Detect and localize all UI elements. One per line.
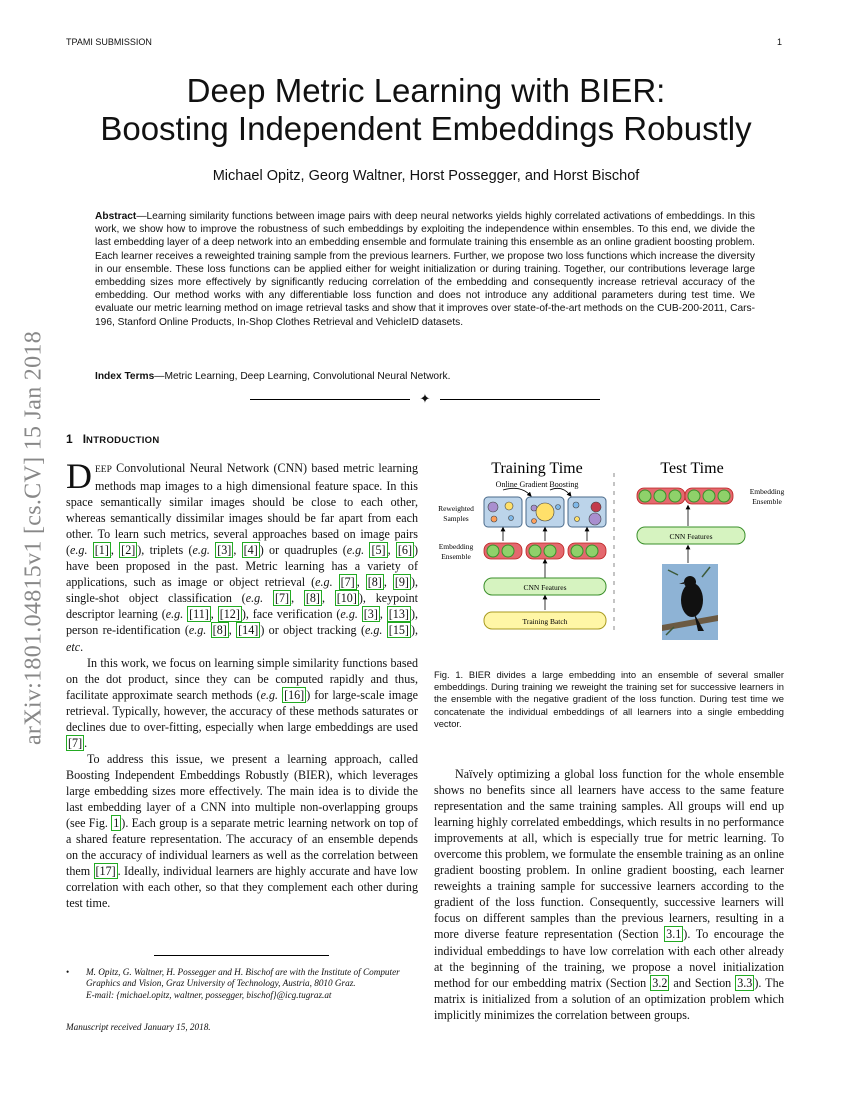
text-run: and Section (669, 975, 736, 990)
text-run: , (379, 607, 387, 622)
abstract-text: —Learning similarity functions between image pairs with deep neural networks yields highly correlated activations of embeddings. In this work, we show how to improve the robustness of such embeddings by exploiting the independence within ensembles. To this end, we divide the last embedding layer of a deep network into an embedding ensemble and formulate training this ensemble as an online gradient boosting problem. Each learner receives a reweighted training sample from the previous learners. Further, we propose two loss functions which increase the diversity in our ensemble. These loss functions can be applied either for weight initialization or during training. Together, our contributions leverage large embedding sizes more effectively by significantly reducing correlation of the embedding and consequently increase retrieval accuracy of the embedding. Our method works with any differentiable loss function and does not introduce any additional parameters during test time. We evaluate our metric learning method on image retrieval tasks and show that it improves over state-of-the-art methods on the CUB-200-2011, Cars-196, Stanford Online Products, In-Shop Clothes Retrieval and VehicleID datasets. (95, 211, 755, 328)
citation-link[interactable]: [9] (394, 575, 409, 590)
text-run: ) or quadruples ( (259, 543, 347, 558)
text-run: ), single-shot object classification ( (66, 575, 419, 606)
italic-abbrev: e.g. (70, 543, 88, 558)
drop-cap: D (66, 456, 92, 496)
text-run: ), face verification ( (241, 607, 341, 622)
citation-link[interactable]: [4] (243, 543, 258, 558)
citation-link[interactable]: 1 (113, 816, 120, 831)
italic-abbrev: e.g. (340, 607, 358, 622)
citation-link[interactable]: [3] (363, 607, 378, 622)
manuscript-date: Manuscript received January 15, 2018. (66, 1022, 211, 1032)
footnote-affiliation: M. Opitz, G. Waltner, H. Possegger and H. Bischof are with the Institute of Computer Graphics and Vision, Graz University of Technology, Austria, 8010 Graz. (86, 967, 400, 989)
citation-link[interactable]: [11] (189, 607, 209, 622)
fig-test-title: Test Time (660, 460, 724, 477)
fig-ogb-arrow-1 (503, 488, 530, 495)
text-run (333, 575, 339, 589)
intro-paragraph-2 (66, 655, 418, 751)
italic-abbrev: e.g. (260, 687, 279, 702)
section-number: 1 (66, 432, 73, 446)
citation-link[interactable]: [3] (217, 543, 232, 558)
citation-link[interactable]: [8] (367, 575, 382, 590)
section-separator (250, 392, 600, 406)
section-heading-introduction (66, 432, 160, 446)
fig-train-embedding-ensemble (484, 543, 606, 559)
fig-training-title: Training Time (491, 460, 583, 477)
italic-abbrev: etc (66, 639, 81, 654)
text-run: , (233, 543, 242, 558)
separator-symbol: ✦ (419, 391, 431, 406)
authors: Michael Opitz, Georg Waltner, Horst Possegger, and Horst Bischof (212, 168, 640, 184)
text-run: . Ideally, individual learners are highly accurate and have low correlation with each other, so that they complement each other during test time. (66, 864, 418, 911)
fig-test-embedding-ensemble (637, 488, 733, 504)
text-run: , (291, 591, 304, 606)
title-line-1: Deep Metric Learning with BIER: (186, 72, 666, 109)
citation-link[interactable]: [13] (388, 607, 409, 622)
footnote-email: E-mail: {michael.opitz, waltner, possegger, bischof}@icg.tugraz.at (86, 989, 332, 1000)
fig-bird-photo (662, 564, 718, 640)
index-terms (95, 371, 755, 382)
text-run: Convolutional Neural Network (CNN) based metric learning methods map images to a high dimensional feature space. In this space semantically similar images should be close to each other, whereas semantically dissimilar images should be far apart from each other. To learn such metrics, several approaches based on image pairs ( (66, 461, 418, 558)
italic-abbrev: e.g. (245, 591, 264, 606)
right-column (434, 766, 784, 1023)
footnote-bullet: • (66, 967, 70, 977)
separator-line-right (440, 399, 600, 400)
separator-line-left (250, 399, 410, 400)
fig-test-cnn-features-label: CNN Features (669, 532, 713, 541)
citation-link[interactable]: [7] (68, 735, 83, 750)
fig-reweighted-label-1: Reweighted (438, 504, 474, 513)
intro-paragraph-1-text (66, 456, 419, 654)
citation-link[interactable]: [7] (340, 575, 355, 590)
text-run: To address this issue, we present a learning approach, called Boosting Independent Embeddings Robustly (BIER), which leverages large embedding sizes more effectively. The main idea is to divide the last embedding layer of a CNN into multiple non-overlapping groups (see Fig. (66, 751, 418, 831)
fig-ogb-arrow-2 (550, 488, 570, 495)
citation-link[interactable]: 3.1 (666, 927, 682, 942)
text-run: , (110, 543, 120, 558)
text-run: In this work, we focus on learning simple similarity functions based on the dot product, since they can be computed rapidly and thus, facilitate approximate search methods ( (66, 655, 418, 702)
text-run: ). Each group is a separate metric learning network on top of a shared feature representation. The accuracy of an ensemble depends on the accuracy of individual learners as well as the correlation between them (66, 816, 418, 879)
intro-paragraph-3 (66, 751, 418, 911)
italic-abbrev: e.g. (192, 543, 210, 558)
italic-abbrev: e.g. (165, 607, 184, 622)
citation-link[interactable]: [14] (238, 623, 259, 638)
citation-link[interactable]: [6] (397, 543, 412, 558)
footnote-rule (154, 955, 329, 956)
text-run: ) have been proposed in the past. Metric learning has a variety of applications, such as image or object retrieval ( (66, 543, 419, 590)
text-run: ), triplets ( (137, 543, 193, 558)
citation-link[interactable]: [12] (219, 607, 240, 622)
citation-link[interactable]: [8] (212, 623, 227, 638)
index-terms-text: —Metric Learning, Deep Learning, Convolutional Neural Network. (154, 371, 451, 382)
text-run: ), (410, 623, 419, 638)
citation-link[interactable]: [17] (95, 864, 116, 879)
journal-header: TPAMI SUBMISSION (66, 37, 152, 47)
citation-link[interactable]: [7] (274, 591, 290, 606)
text-run: ), person re-identification ( (66, 607, 418, 638)
drop-cap-rest: EEP (95, 465, 112, 475)
italic-abbrev: e.g. (346, 543, 365, 558)
abstract-label: Abstract (95, 211, 137, 222)
intro-paragraph-1 (66, 456, 419, 655)
figure-1-caption: Fig. 1. BIER divides a large embedding into an ensemble of several smaller embeddings. During training we reweight the training set for successive learners in the ensemble with the negative gradient of the loss function. During test time we concatenate the individual embeddings of all learners into a single embedding vector. (434, 669, 784, 729)
fig-embedding-label-1: Embedding (438, 542, 474, 551)
citation-link[interactable]: 3.2 (652, 975, 668, 990)
citation-link[interactable]: [10] (336, 591, 357, 606)
paper-title (60, 72, 792, 148)
text-run: , (228, 623, 237, 638)
page-number: 1 (777, 37, 783, 47)
text-run: , (356, 575, 366, 590)
text-run: , (383, 575, 393, 590)
fig-embedding-label-2: Ensemble (441, 552, 471, 561)
text-run: , (210, 607, 218, 622)
text-run: . (80, 639, 84, 654)
italic-abbrev: e.g. (188, 623, 207, 638)
fig-ogb-label: Online Gradient Boosting (495, 480, 579, 489)
fig-cnn-features-label: CNN Features (523, 583, 567, 592)
text-run: ). To encourage the individual embeddings to have low correlation with each other already at the beginning of the training, we propose a novel initialization method for our embedding matrix (Section (434, 927, 784, 990)
section-initial: I (82, 432, 87, 446)
fig-sample-box-3 (568, 497, 606, 527)
left-column (66, 456, 419, 911)
text-run: ) or object tracking ( (260, 623, 365, 638)
section-title-rest: NTRODUCTION (86, 435, 160, 446)
text-run: , (321, 591, 335, 606)
text-run (263, 591, 273, 605)
citation-link[interactable]: [1] (94, 543, 109, 558)
fig-sample-box-1 (484, 497, 522, 527)
text-run: , (387, 543, 396, 558)
text-run: . (84, 735, 88, 750)
footnote (66, 967, 418, 1001)
citation-link[interactable]: [15] (388, 623, 409, 638)
citation-link[interactable]: [16] (284, 687, 305, 702)
citation-link[interactable]: [8] (305, 591, 320, 606)
abstract (95, 210, 755, 329)
text-run: ) for large-scale image retrieval. Typically, however, the accuracy of these methods saturates or declines due to over-fitting, especially when large embeddings are used (66, 687, 419, 734)
text-run (88, 543, 93, 557)
text-run: Naïvely optimizing a global loss function for the whole ensemble shows no benefits since all learners have access to the same feature representation and the same training samples. All groups will end up learning highly correlated embeddings, which results in no performance improvements at all, which is especially true for metric learning. To overcome this problem, we formulate the ensemble training as an online gradient boosting problem. In online gradient boosting, each learner reweights a training sample for successive learners according to the gradient of the loss function. Consequently, successive learners will focus on different samples than the previous learners, resulting in a more diverse feature representation (Section (434, 767, 784, 942)
title-line-2: Boosting Independent Embeddings Robustly (100, 110, 752, 147)
intro-paragraph-4 (434, 766, 784, 1023)
fig-test-embedding-label-2: Ensemble (752, 497, 782, 506)
text-run: ). The matrix is initialized from a solution of an optimization problem which implicitly minimizes the correlation between groups. (434, 975, 784, 1022)
fig-test-embedding-label-1: Embedding (749, 487, 785, 496)
citation-link[interactable]: [2] (121, 543, 136, 558)
italic-abbrev: e.g. (364, 623, 383, 638)
arxiv-stamp: arXiv:1801.04815v1 [cs.CV] 15 Jan 2018 (20, 330, 47, 746)
index-terms-label: Index Terms (95, 371, 155, 382)
figure-1 (430, 455, 790, 650)
text-run: ), keypoint descriptor learning ( (66, 591, 419, 622)
fig-training-batch-label: Training Batch (522, 617, 568, 626)
citation-link[interactable]: [5] (371, 543, 386, 558)
italic-abbrev: e.g. (315, 575, 333, 590)
citation-link[interactable]: 3.3 (737, 975, 753, 990)
fig-reweighted-label-2: Samples (443, 514, 469, 523)
